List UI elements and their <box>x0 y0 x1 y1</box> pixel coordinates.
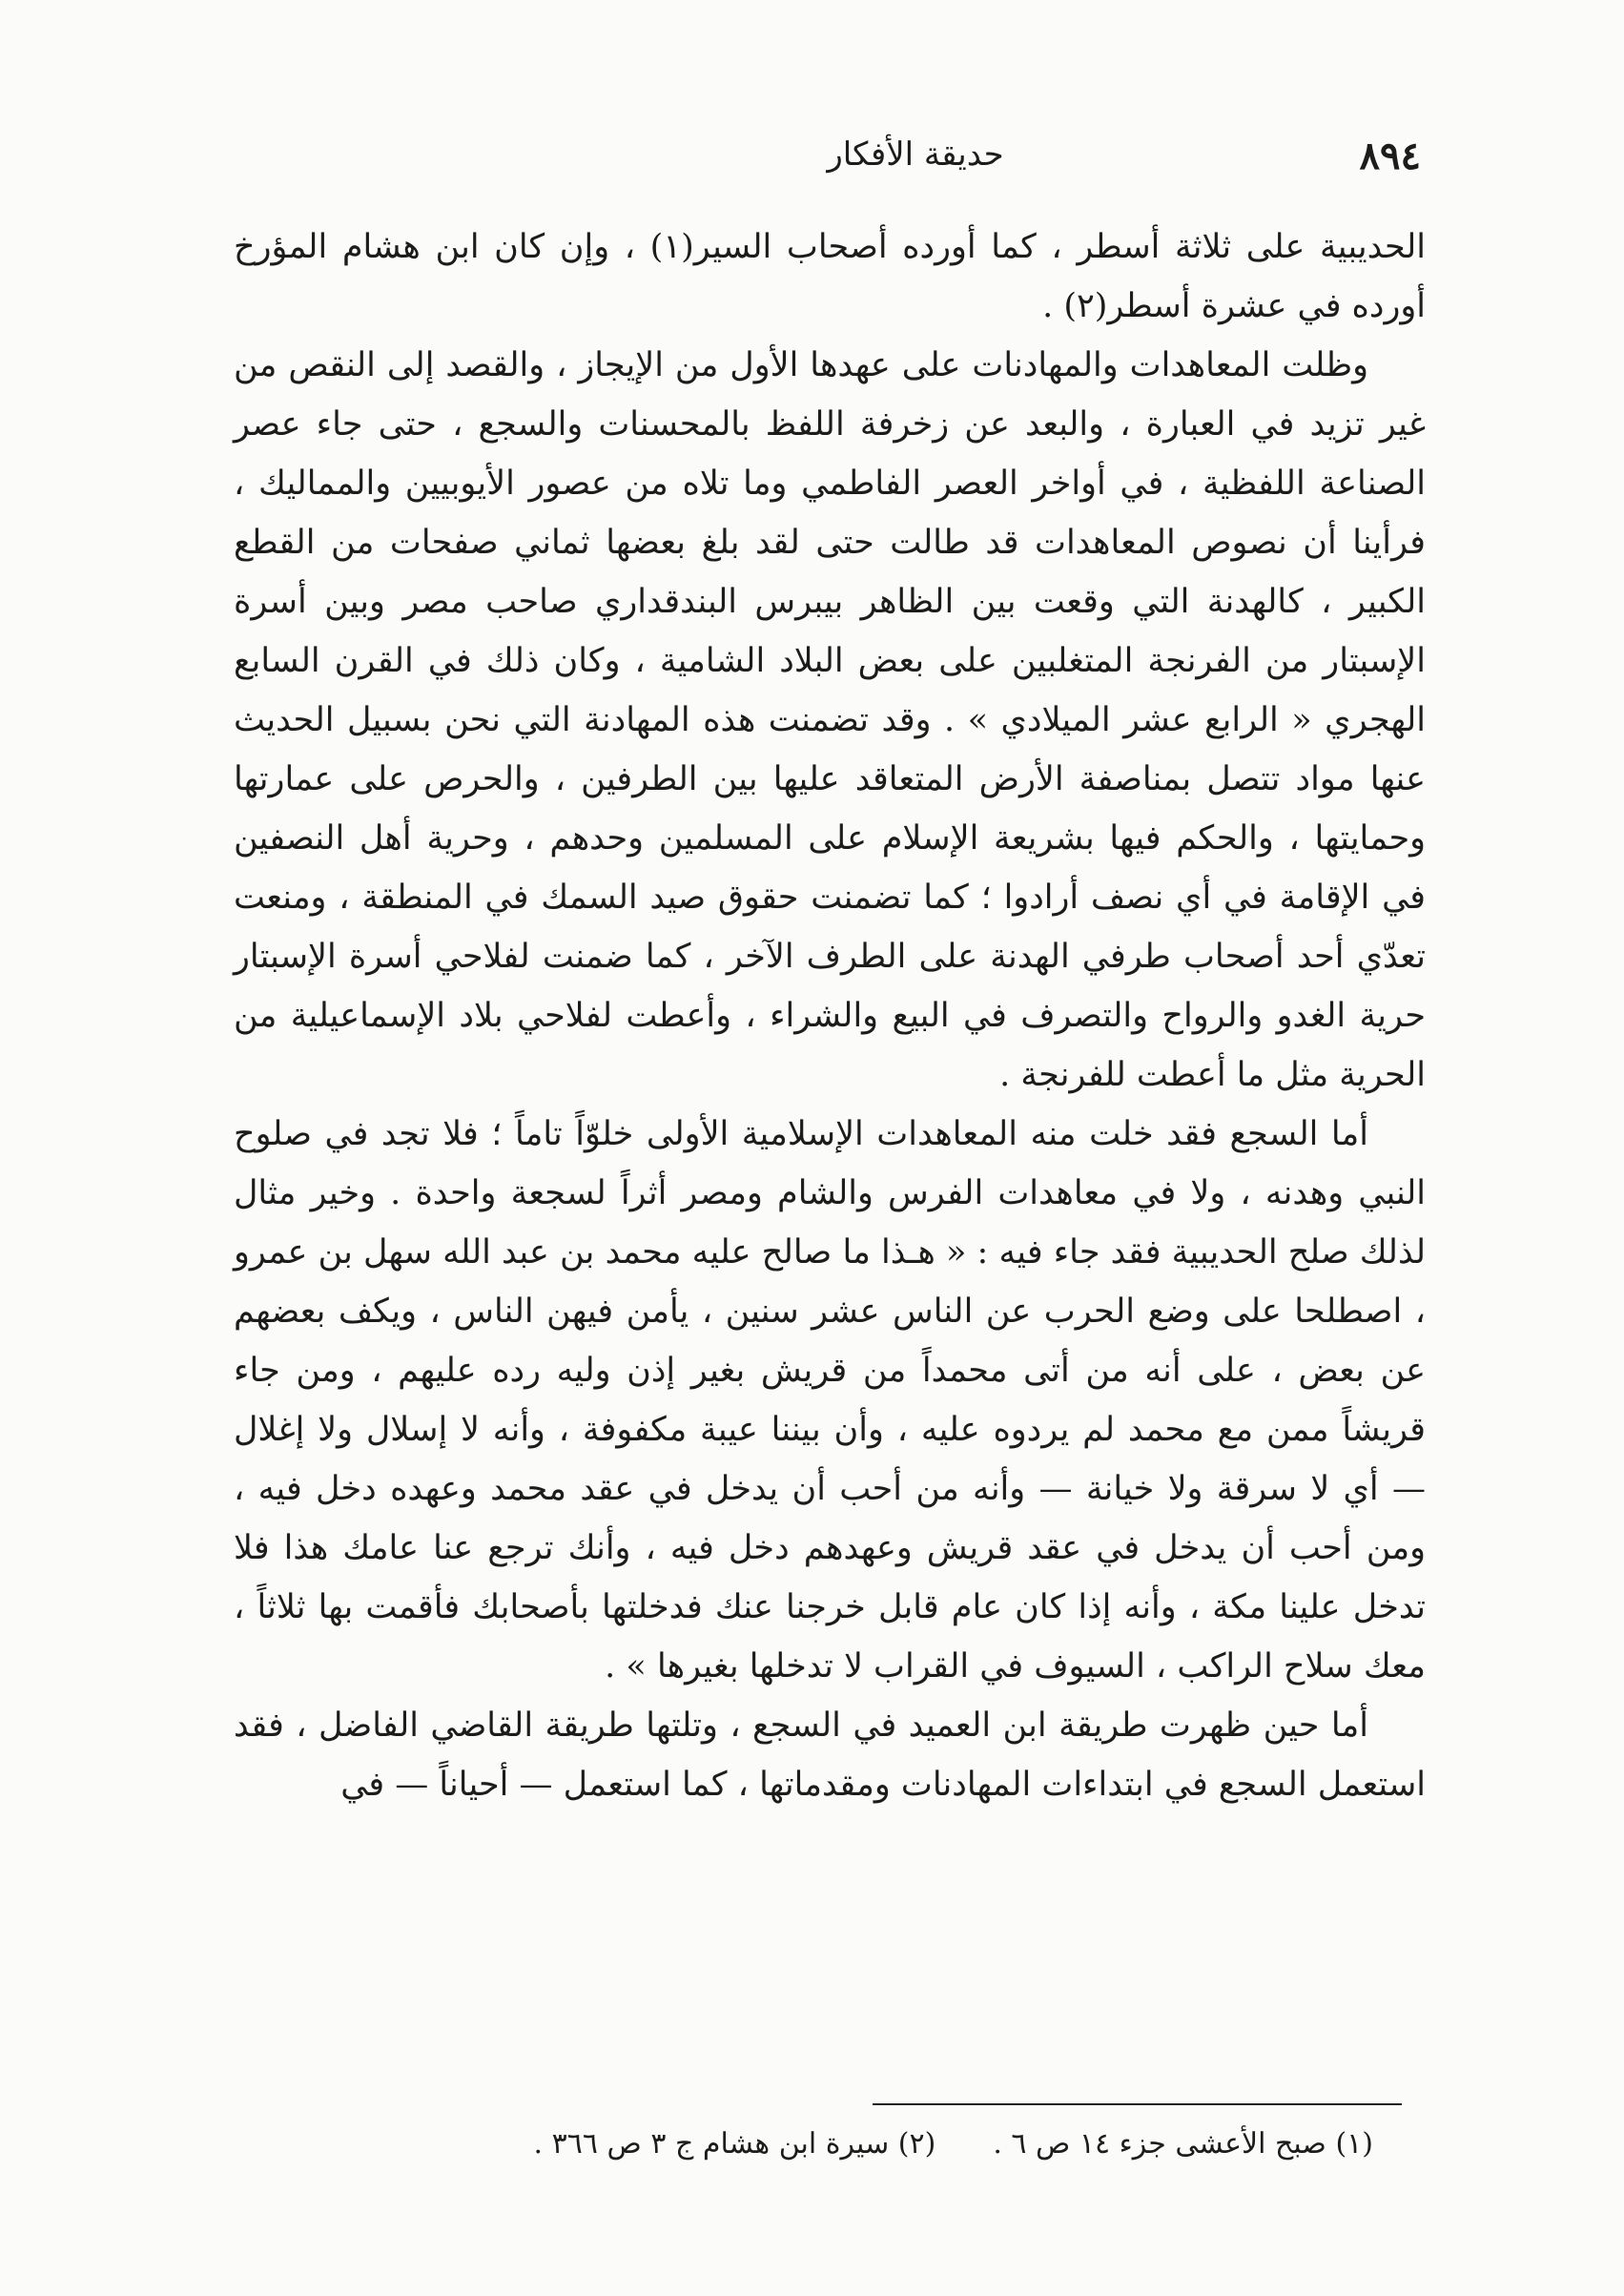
footnote-2: (٢) سيرة ابن هشام ج ٣ ص ٣٦٦ . <box>533 2127 936 2161</box>
paragraph: أما السجع فقد خلت منه المعاهدات الإسلامية الأولى خلوّاً تاماً ؛ فلا تجد في صلوح النبي وهدنه ، ولا في معاهدات الفرس والشام ومصر أثراً لسجعة واحدة . وخير مثال لذلك صلح الحديبية فقد جاء فيه : « هـذا ما صالح عليه محمد بن عبد الله سهل بن عمرو ، اصطلحا على وضع الحرب عن الناس عشر سنين ، يأمن فيهن الناس ، ويكف بعضهم عن بعض ، على أنه من أتى محمداً من قريش بغير إذن وليه رده عليهم ، ومن جاء قريشاً ممن مع محمد لم يردوه عليه ، وأن بيننا عيبة مكفوفة ، وأنه لا إسلال ولا إغلال — أي لا سرقة ولا خيانة — وأنه من أحب أن يدخل في عقد محمد وعهده دخل فيه ، ومن أحب أن يدخل في عقد قريش وعهدهم دخل فيه ، وأنك ترجع عنا عامك هذا فلا تدخل علينا مكة ، وأنه إذا كان عام قابل خرجنا عنك فدخلتها بأصحابك فأقمت بها ثلاثاً ، معك سلاح الراكب ، السيوف في القراب لا تدخلها بغيرها » . <box>234 1115 1426 1686</box>
footnote-divider <box>873 2103 1402 2105</box>
paragraph: أما حين ظهرت طريقة ابن العميد في السجع ، وتلتها طريقة القاضي الفاضل ، فقد استعمل السجع في ابتداءات المهادنات ومقدماتها ، كما استعمل — أحياناً — في <box>234 1706 1426 1804</box>
footnotes <box>362 2123 1373 2165</box>
running-title: حديقة الأفكار <box>827 135 1004 174</box>
page-number: ٨٩٤ <box>1359 134 1421 178</box>
page-header <box>238 134 1421 191</box>
paragraph: الحديبية على ثلاثة أسطر ، كما أورده أصحاب السير(١) ، وإن كان ابن هشام المؤرخ أورده في عشرة أسطر(٢) . <box>234 228 1426 325</box>
footnote-1: (١) صبح الأعشى جزء ١٤ ص ٦ . <box>993 2127 1373 2161</box>
paragraph: وظلت المعاهدات والمهادنات على عهدها الأول من الإيجاز ، والقصد إلى النقص من غير تزيد في العبارة ، والبعد عن زخرفة اللفظ بالمحسنات والسجع ، حتى جاء عصر الصناعة اللفظية ، في أواخر العصر الفاطمي وما تلاه من عصور الأيوبيين والمماليك ، فرأينا أن نصوص المعاهدات قد طالت حتى لقد بلغ بعضها ثماني صفحات من القطع الكبير ، كالهدنة التي وقعت بين الظاهر بيبرس البندقداري صاحب مصر وبين أسرة الإسبتار من الفرنجة المتغلبين على بعض البلاد الشامية ، وكان ذلك في القرن السابع الهجري « الرابع عشر الميلادي » . وقد تضمنت هذه المهادنة التي نحن بسبيل الحديث عنها مواد تتصل بمناصفة الأرض المتعاقد عليها بين الطرفين ، والحرص على عمارتها وحمايتها ، والحكم فيها بشريعة الإسلام على المسلمين وحدهم ، وحرية أهل النصفين في الإقامة في أي نصف أرادوا ؛ كما تضمنت حقوق صيد السمك في المنطقة ، ومنعت تعدّي أحد أصحاب طرفي الهدنة على الطرف الآخر ، كما ضمنت لفلاحي أسرة الإسبتار حرية الغدو والرواح والتصرف في البيع والشراء ، وأعطت لفلاحي بلاد الإسماعيلية من الحرية مثل ما أعطت للفرنجة . <box>234 346 1426 1094</box>
body-text <box>234 217 1426 1814</box>
